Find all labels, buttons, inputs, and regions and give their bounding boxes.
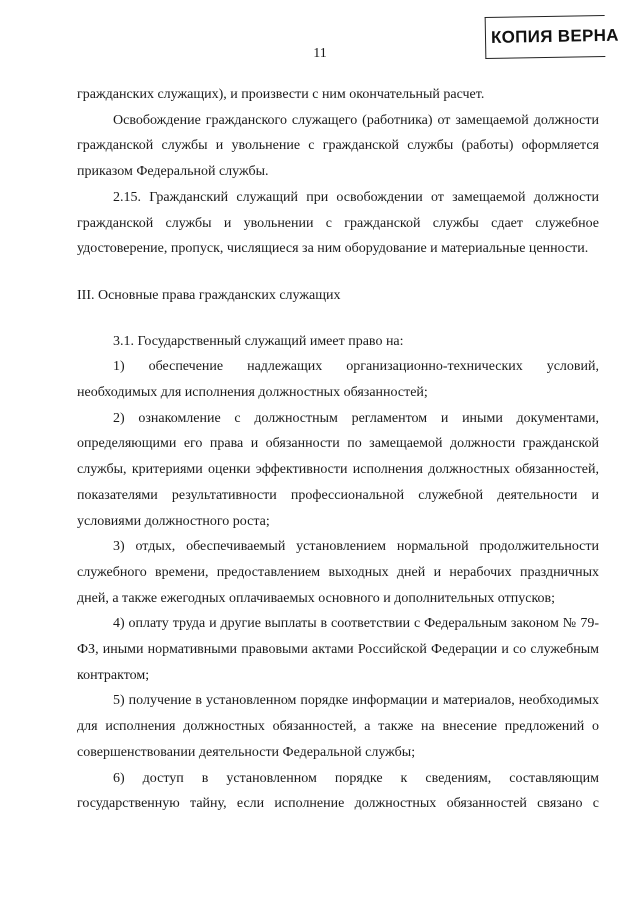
list-item-5: 5) получение в установленном порядке информации и материалов, необходимых для исполнения должностных обязанностей, а также на внесение предложений о совершенствовании деятельности Федеральной службы; bbox=[77, 693, 599, 760]
list-item-4: 4) оплату труда и другие выплаты в соответствии с Федеральным законом № 79-ФЗ, иными нормативными правовыми актами Российской Федерации и со служебным контрактом; bbox=[77, 616, 599, 683]
page-number: 11 bbox=[313, 46, 327, 61]
copy-certified-stamp: КОПИЯ ВЕРНА bbox=[485, 15, 606, 59]
paragraph-3-1: 3.1. Государственный служащий имеет право на: bbox=[113, 333, 404, 349]
document-body bbox=[77, 82, 599, 817]
list-item-6: 6) доступ в установленном порядке к сведениям, составляющим государственную тайну, если исполнение должностных обязанностей связано с bbox=[77, 770, 599, 812]
paragraph-dismissal: Освобождение гражданского служащего (работника) от замещаемой должности гражданской службы и увольнение с гражданской службы (работы) оформляется приказом Федеральной службы. bbox=[77, 112, 599, 180]
paragraph-continuation: гражданских служащих), и произвести с ним окончательный расчет. bbox=[77, 87, 485, 102]
list-item-1: 1) обеспечение надлежащих организационно-технических условий, необходимых для исполнения должностных обязанностей; bbox=[77, 359, 599, 401]
paragraph-2-15: 2.15. Гражданский служащий при освобождении от замещаемой должности гражданской службы и увольнении с гражданской службы сдает служебное удостоверение, пропуск, числящиеся за ним оборудование и материальные ценности. bbox=[77, 189, 599, 257]
list-item-2: 2) ознакомление с должностным регламентом и иными документами, определяющими его права и обязанности по замещаемой должности гражданской службы, критериями оценки эффективности исполнения должностных обязанностей, показателями результативности профессиональной служебной деятельности и условиями должностного роста; bbox=[77, 410, 599, 529]
section-heading: III. Основные права гражданских служащих bbox=[77, 287, 341, 303]
list-item-3: 3) отдых, обеспечиваемый установлением нормальной продолжительности служебного времени, предоставлением выходных дней и нерабочих праздничных дней, а также ежегодных оплачиваемых основного и дополнительных отпусков; bbox=[77, 539, 599, 606]
